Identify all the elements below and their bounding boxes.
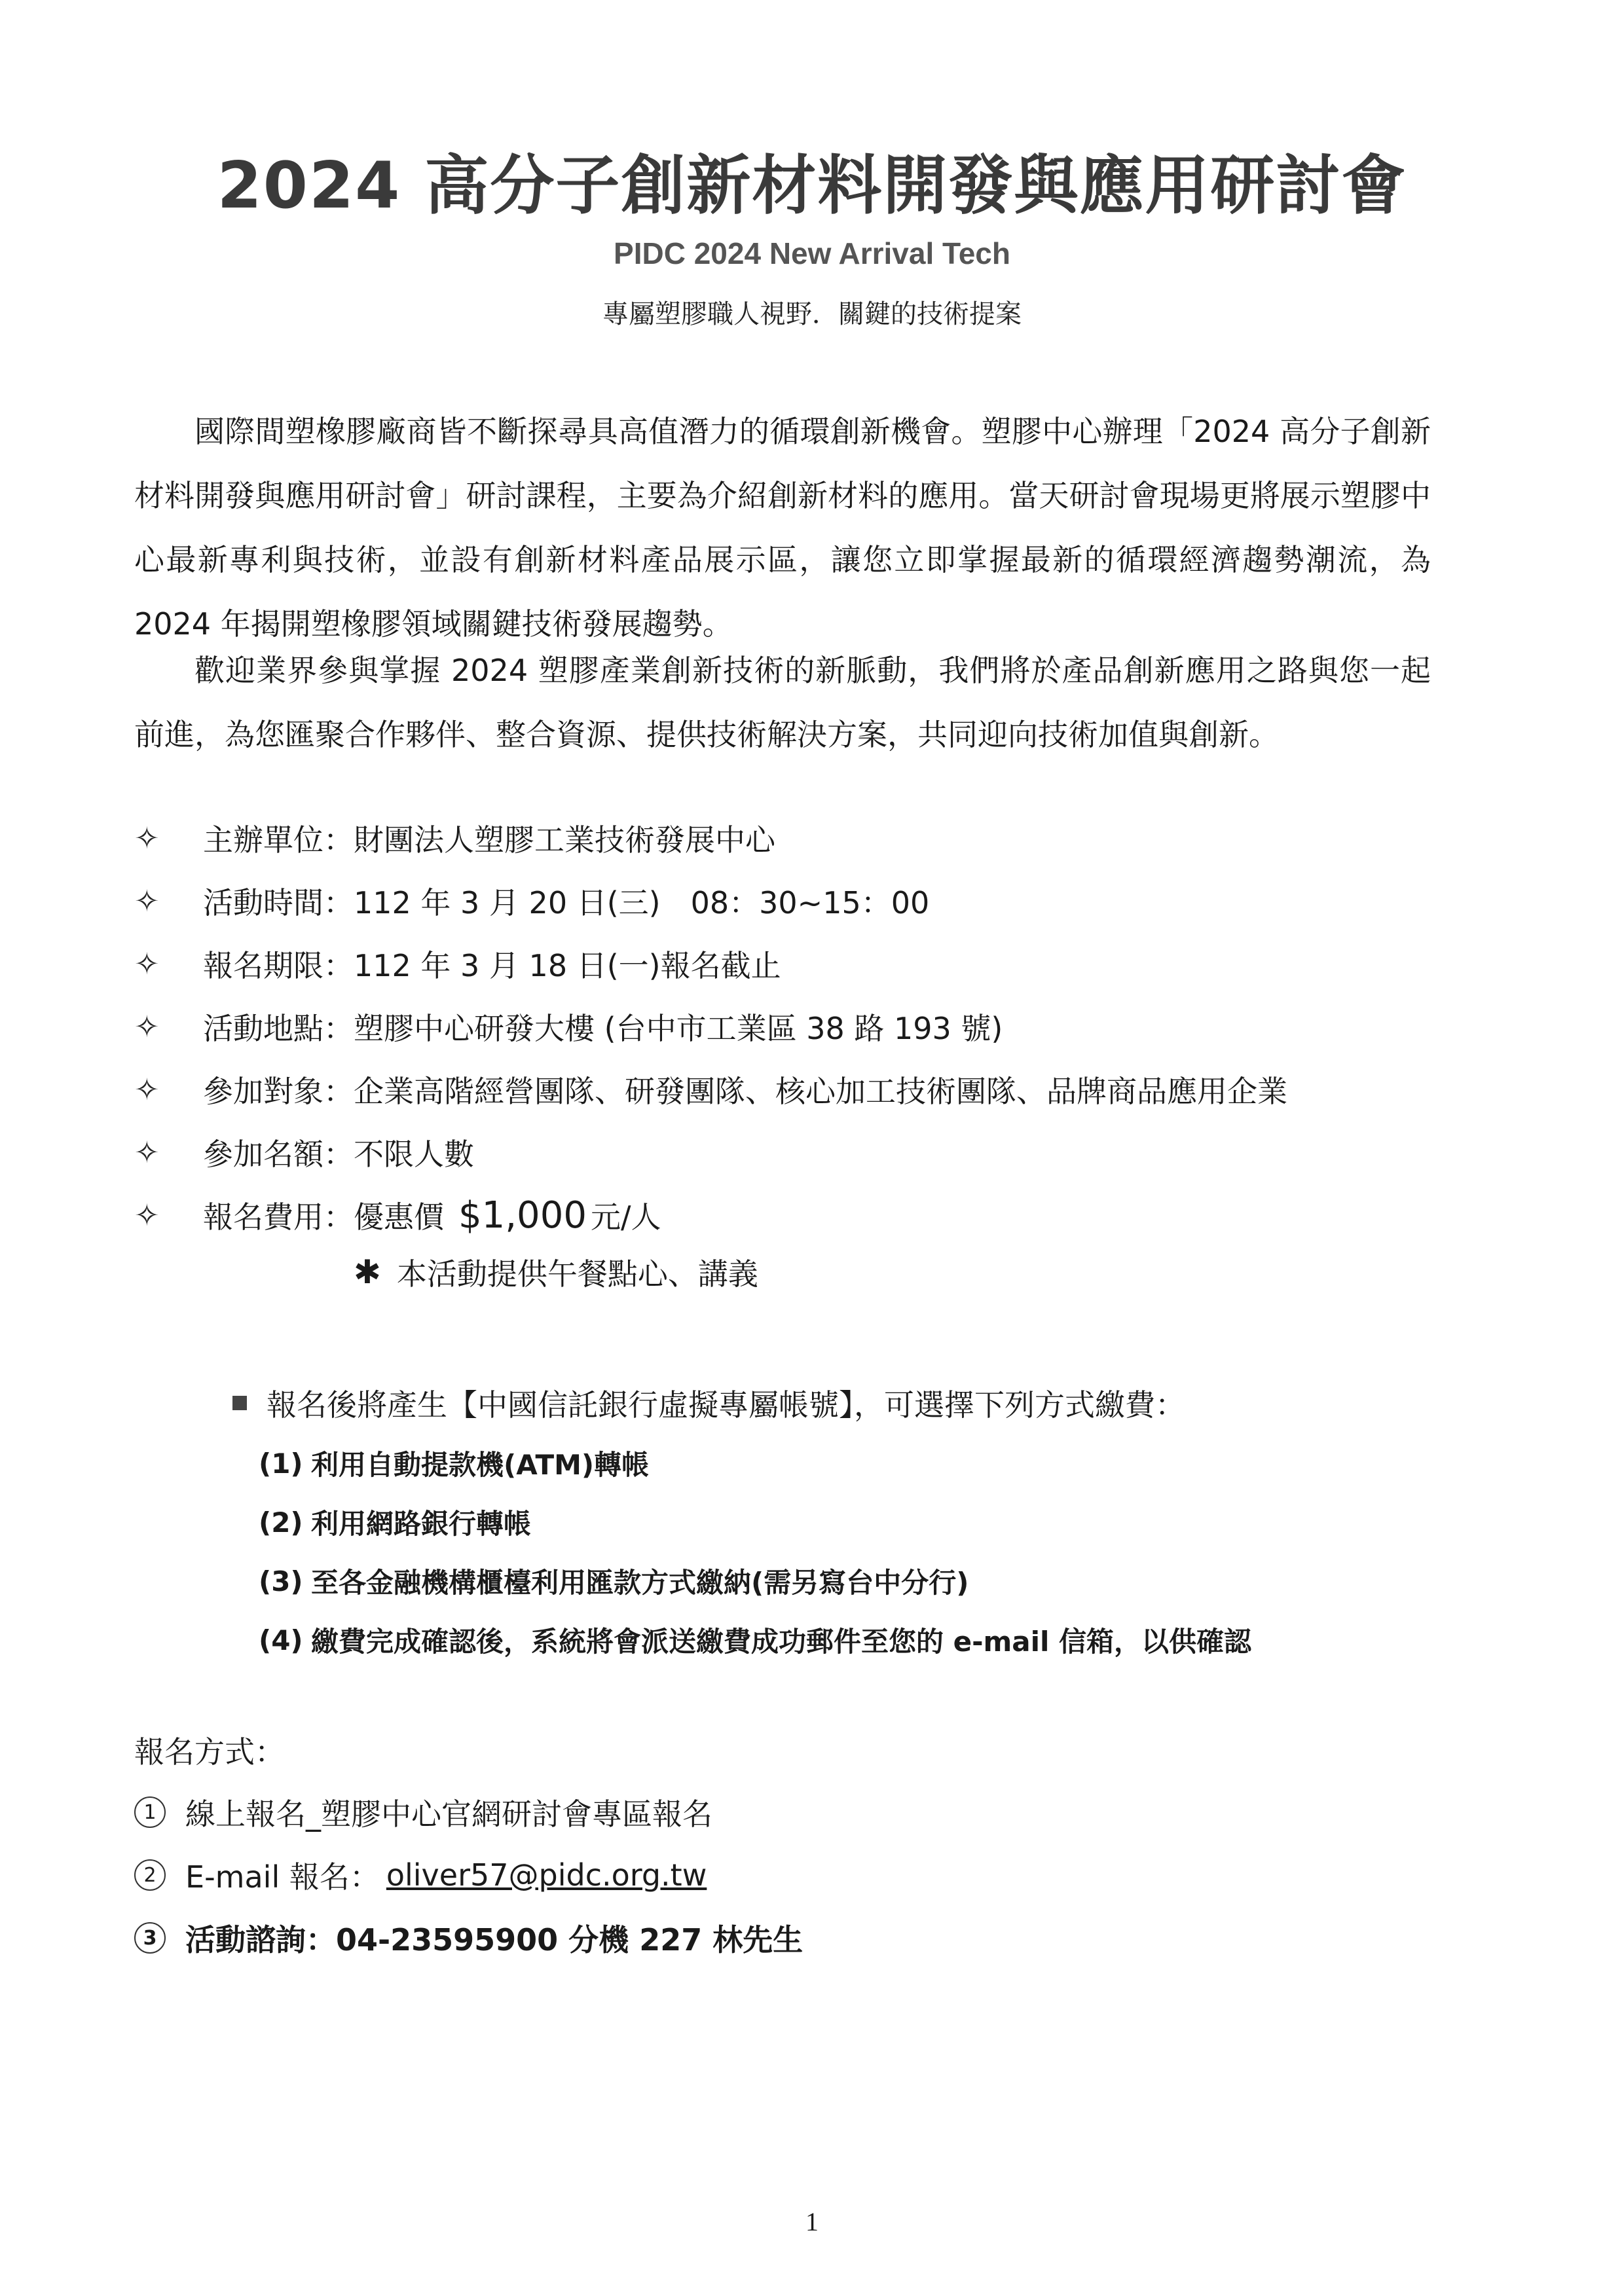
info-value: 不限人數 [354,1137,474,1172]
info-label: 報名期限： [203,948,354,983]
info-label: 參加對象： [203,1074,354,1109]
payment-header-text: 報名後將產生【中國信託銀行虛擬專屬帳號】，可選擇下列方式繳費： [267,1387,1185,1423]
info-label: 主辦單位： [203,822,354,858]
payment-method-item [259,1493,1251,1552]
intro-paragraph-1: 國際間塑橡膠廠商皆不斷探尋具高值潛力的循環創新機會。塑膠中心辦理「2024 高分子創新材料開發與應用研討會」研討課程，主要為介紹創新材料的應用。當天研討會現場更將展示塑膠中心最新專利與技術，並設有創新材料產品展示區，讓您立即掌握最新的循環經濟趨勢潮流，為 2024 年揭開塑橡膠領域關鍵技術發展趨勢。 [134,414,1431,642]
payment-method-number: (2) [259,1506,303,1539]
info-value: 塑膠中心研發大樓 (台中市工業區 38 路 193 號) [354,1011,1003,1046]
payment-method-list [259,1434,1251,1669]
page-title: 2024 高分子創新材料開發與應用研討會 [217,149,1407,223]
event-info-list [134,807,1444,1247]
info-label: 活動地點： [203,1011,354,1046]
fee-price: $1,000 [458,1194,587,1237]
diamond-bullet-icon: ✧ [134,1197,160,1233]
payment-header [232,1381,1185,1425]
square-bullet-icon [232,1396,247,1410]
email-link[interactable]: oliver57@pidc.org.tw [386,1857,707,1893]
info-label: 參加名額： [203,1137,354,1172]
chinese-subtitle: 專屬塑膠職人視野．關鍵的技術提案 [602,299,1022,329]
info-value: 112 年 3 月 18 日(一)報名截止 [354,948,781,983]
info-location [134,995,1444,1058]
registration-text: E-mail 報名： [185,1859,380,1895]
info-event-time [134,869,1444,932]
info-label: 報名費用： [203,1199,354,1235]
registration-inquiry [134,1906,803,1969]
payment-method-item [259,1611,1251,1669]
info-value: 財團法人塑膠工業技術發展中心 [354,822,775,858]
info-fee [134,1184,1444,1247]
asterisk-icon: ✱ [354,1253,381,1291]
info-value: 企業高階經營團隊、研發團隊、核心加工技術團隊、品牌商品應用企業 [354,1074,1287,1109]
lunch-note [354,1250,758,1294]
info-capacity [134,1121,1444,1184]
registration-text: 活動諮詢：04-23595900 分機 227 林先生 [185,1922,803,1958]
diamond-bullet-icon: ✧ [134,820,160,856]
info-organizer [134,807,1444,869]
payment-method-number: (1) [259,1447,303,1480]
registration-text: 線上報名_塑膠中心官網研討會專區報名 [185,1796,712,1832]
payment-method-text: 利用網路銀行轉帳 [311,1508,532,1540]
payment-method-text: 利用自動提款機(ATM)轉帳 [311,1449,650,1481]
fee-prefix: 優惠價 [354,1199,444,1235]
note-text: 本活動提供午餐點心、講義 [396,1256,758,1292]
payment-method-text: 至各金融機構櫃檯利用匯款方式繳納(需另寫台中分行) [311,1567,969,1599]
payment-method-number: (3) [259,1565,303,1597]
diamond-bullet-icon: ✧ [134,1009,160,1044]
info-deadline [134,932,1444,995]
diamond-bullet-icon: ✧ [134,1135,160,1170]
page-number: 1 [805,2207,819,2236]
payment-method-text: 繳費完成確認後，系統將會派送繳費成功郵件至您的 e-mail 信箱，以供確認 [311,1626,1252,1658]
payment-method-item [259,1434,1251,1493]
diamond-bullet-icon: ✧ [134,946,160,981]
intro-paragraph-2: 歡迎業界參與掌握 2024 塑膠產業創新技術的新脈動，我們將於產品創新應用之路與您一起前進，為您匯聚合作夥伴、整合資源、提供技術解決方案，共同迎向技術加值與創新。 [134,653,1431,752]
fee-unit: 元/人 [590,1199,661,1235]
payment-method-item [259,1552,1251,1611]
registration-method-list [134,1781,803,1969]
registration-title: 報名方式： [134,1734,285,1770]
diamond-bullet-icon: ✧ [134,1072,160,1107]
circled-number-icon: 2 [134,1859,166,1891]
circled-number-icon: 3 [134,1922,166,1954]
payment-method-number: (4) [259,1624,303,1656]
info-label: 活動時間： [203,885,354,920]
english-subtitle: PIDC 2024 New Arrival Tech [614,236,1010,270]
info-value: 112 年 3 月 20 日(三) 08：30~15：00 [354,885,930,920]
registration-online [134,1781,803,1844]
registration-email [134,1844,803,1906]
diamond-bullet-icon: ✧ [134,883,160,919]
circled-number-icon: 1 [134,1796,166,1828]
info-audience [134,1058,1444,1121]
